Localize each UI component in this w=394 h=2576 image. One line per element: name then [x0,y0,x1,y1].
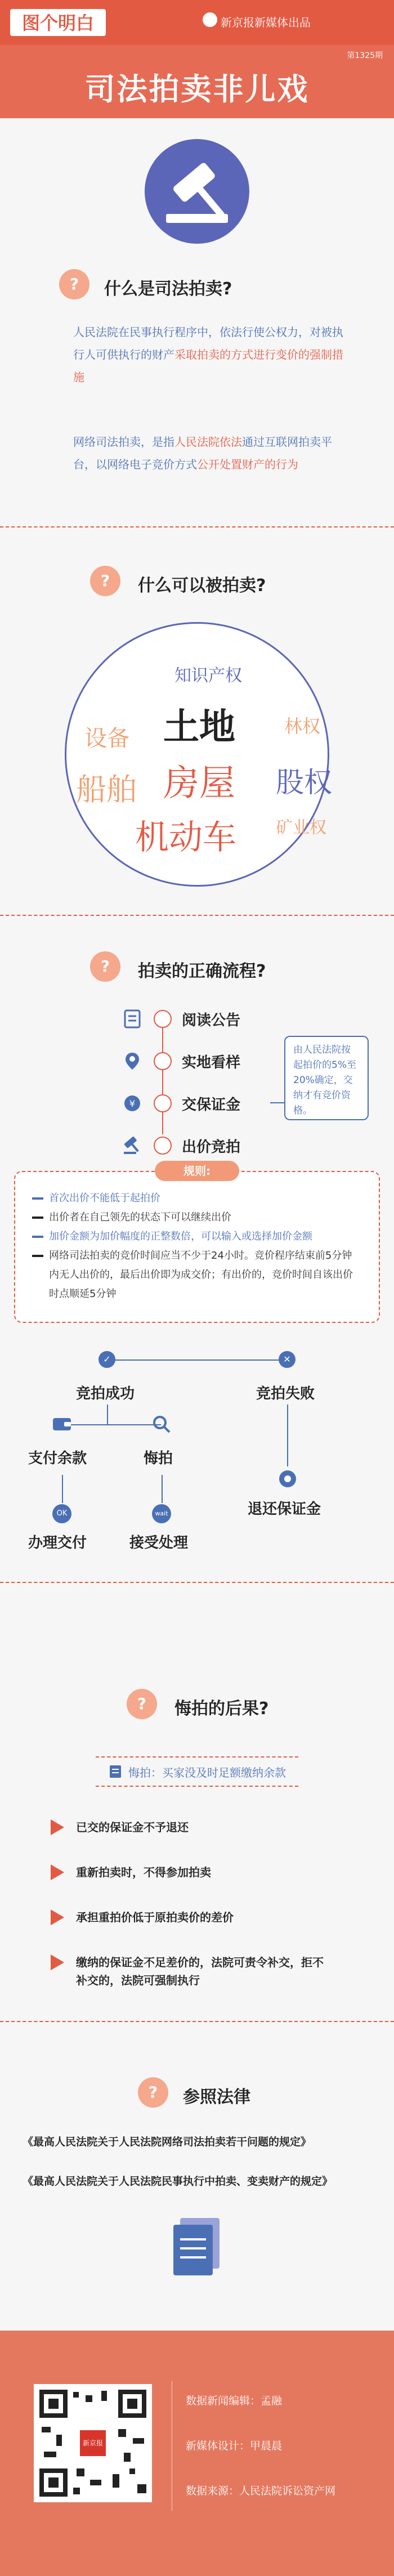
qr-code-icon[interactable] [34,2384,152,2502]
issue-number: 第1325期 [347,51,383,60]
flow-line [62,1475,63,1503]
rule-text: 首次出价不能低于起拍价 [49,1192,160,1204]
refund-icon [278,1469,297,1488]
yen-coin-icon [121,1092,144,1115]
definition-highlight: 采取拍卖的 [174,348,231,361]
word-vehicle: 机动车 [135,818,236,857]
question-icon: ? [90,951,120,982]
rule-text: 出价者在自己领先的状态下可以继续出价 [49,1211,231,1223]
wait-icon: wait [152,1504,171,1523]
documents-stack-icon [158,2212,236,2280]
rule-text: 网络司法拍卖的竞价时间应当不少于24小时。竞价程序结束前5分钟内无人出价的，最后出价即为成交价；有出价的，竞价时间自该出价时点顺延5分钟 [49,1250,353,1300]
bullet-arrow-icon [51,1955,64,1970]
step-marker [154,1052,172,1070]
rule-item [32,1189,362,1208]
word-equity: 股权 [276,766,332,799]
section-divider [0,526,394,527]
word-mining: 矿业权 [276,818,326,838]
document-icon [108,1764,123,1779]
check-icon: ✓ [98,1351,115,1368]
rule-text: 加价金额为加价幅度的正整数倍，可以输入或选择加价金额 [49,1231,312,1242]
regret-definition-bar [96,1756,298,1787]
section-heading-regret: 悔拍的后果? [174,1699,269,1719]
step-bid [121,1134,240,1157]
bullet-arrow-icon [51,1819,64,1835]
definition-highlight: 方式进行变价的强制措施 [73,348,343,384]
online-text: 网拍卖平台，以网络电子竞价方式 [73,435,332,471]
flow-line [106,1359,287,1361]
svg-text:图个明白: 图个明白 [21,12,95,34]
step-marker [154,1094,172,1112]
brand-badge-icon [203,12,217,27]
rule-marker [32,1197,43,1200]
section-heading-items: 什么可以被拍卖? [138,576,266,596]
section-divider [0,2021,394,2022]
rule-marker [32,1217,43,1219]
section-divider [0,1582,394,1583]
section-heading-what: 什么是司法拍卖? [104,279,232,299]
document-icon [121,1008,144,1030]
wallet-icon [52,1416,72,1433]
step-label: 出价竞拍 [182,1138,241,1156]
credit-editor: 数据新闻编辑：孟融 [186,2395,283,2407]
flow-success: 竞拍成功 [76,1385,135,1402]
online-highlight: 财产的行为 [242,458,298,471]
page-title: 司法拍卖非儿戏 [84,71,310,107]
word-ip: 知识产权 [174,666,242,686]
online-text: 通过互联 [242,435,287,449]
question-icon: ? [138,2077,168,2108]
question-icon: ? [59,269,89,299]
flow-line [287,1405,288,1466]
note-connector [270,1102,284,1103]
word-equipment: 设备 [84,726,129,752]
online-highlight: 人民法院依法 [174,435,242,449]
flow-accept-penalty: 接受处理 [129,1535,189,1551]
step-marker [154,1137,172,1155]
rule-marker [32,1255,43,1257]
bullet-arrow-icon [51,1909,64,1925]
question-icon: ? [127,1689,157,1719]
flow-line [162,1475,163,1503]
consequence-item: 缴纳的保证金不足差价的，法院可责令补交，拒不补交的，法院可强制执行 [76,1956,324,1987]
brand-text: 新京报新媒体出品 [221,16,311,29]
flow-fail: 竞拍失败 [256,1385,315,1402]
flow-handover: 办理交付 [28,1535,87,1551]
word-ship: 船舶 [76,772,137,807]
word-land: 土地 [163,706,235,748]
law-reference: 《最高人民法院关于人民法院网络司法拍卖若干问题的规定》 [23,2136,312,2148]
flow-regret: 悔拍 [144,1450,173,1467]
bullet-arrow-icon [51,1864,64,1880]
credit-designer: 新媒体设计：甲晨晨 [186,2440,283,2452]
deposit-note: 由人民法院按起拍价的5%至20%确定，交纳才有竞价资格。 [284,1036,369,1120]
step-marker [154,1010,172,1028]
online-highlight: 公开处置 [197,458,242,471]
rules-tag: 规则: [155,1161,239,1181]
rule-item [32,1227,362,1246]
word-house: 房屋 [163,763,235,804]
rules-box [14,1171,380,1323]
step-read-notice [121,1008,240,1030]
title-banner [0,45,394,118]
cross-icon: ✕ [279,1351,296,1368]
process-line [162,1022,163,1134]
svg-text:¥: ¥ [129,1098,136,1109]
definition-text: 力，对被执行人可供执行的财产 [73,325,343,361]
section-divider [0,915,394,916]
gavel-hero-icon [144,138,250,245]
flow-line [107,1405,108,1424]
consequence-item: 已交的保证金不予退还 [76,1821,189,1834]
location-pin-icon [121,1050,144,1072]
law-reference: 《最高人民法院关于人民法院民事执行中拍卖、变卖财产的规定》 [23,2175,333,2188]
definition-paragraph [73,321,343,388]
consequence-item: 重新拍卖时，不得参加拍卖 [76,1866,211,1879]
qr-center-logo: 新京报 [80,2430,106,2456]
section-heading-process: 拍卖的正确流程? [138,961,266,981]
footer [0,2331,394,2576]
search-magnifier-icon [152,1415,171,1434]
word-forest: 林权 [284,715,321,737]
flow-pay-balance: 支付余款 [28,1450,87,1467]
credit-source: 数据来源：人民法院诉讼资产网 [186,2485,336,2497]
definition-text: 人民法院在民事执行程序中，依法行使公权 [73,325,287,339]
rule-item [32,1246,362,1304]
flow-line [62,1424,161,1425]
rule-marker [32,1236,43,1238]
ok-icon: OK [52,1504,71,1523]
flow-refund: 退还保证金 [248,1501,321,1518]
regret-definition-text: 悔拍：买家没及时足额缴纳余款 [128,1765,286,1779]
top-bar [0,0,394,45]
online-auction-paragraph [73,431,343,476]
step-label: 阅读公告 [182,1012,241,1029]
step-label: 实地看样 [182,1054,241,1071]
gavel-icon [121,1134,144,1157]
online-text: 网络司法拍卖，是指 [73,435,174,449]
rule-item [32,1208,362,1227]
step-deposit [121,1092,240,1115]
section-heading-laws: 参照法律 [183,2087,250,2107]
step-inspect [121,1050,240,1072]
consequence-item: 承担重拍价低于原拍卖价的差价 [76,1911,234,1924]
step-label: 交保证金 [182,1096,241,1113]
logo-icon [10,6,106,39]
question-icon: ? [90,566,120,596]
